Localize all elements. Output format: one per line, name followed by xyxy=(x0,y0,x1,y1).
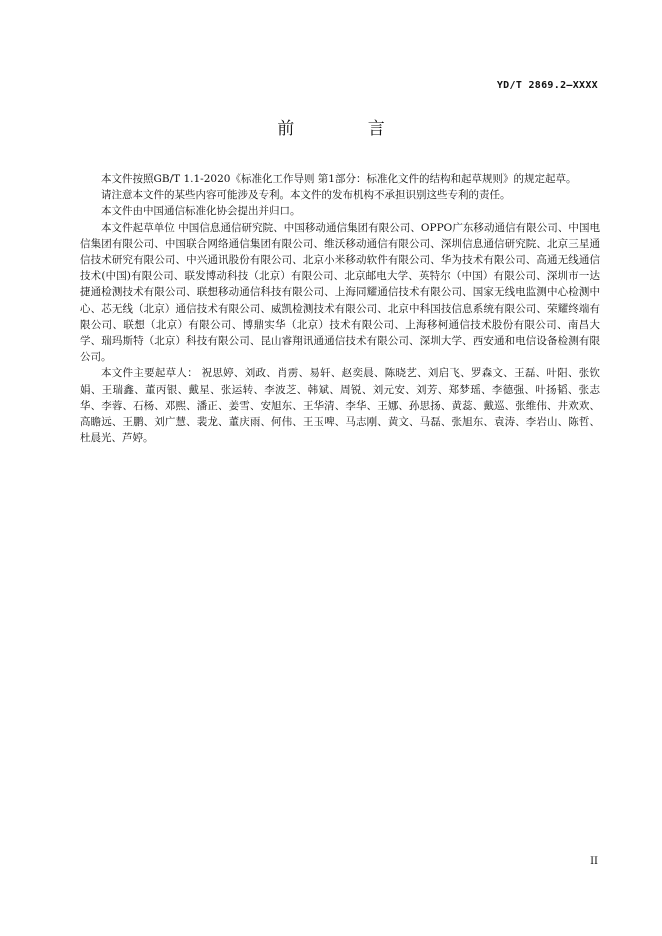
document-body xyxy=(80,171,600,446)
standard-number: YD/T 2869.2—XXXX xyxy=(496,80,598,91)
paragraph-patent-notice: 请注意本文件的某些内容可能涉及专利。本文件的发布机构不承担识别这些专利的责任。 xyxy=(101,189,511,202)
paragraph-proposer: 本文件由中国通信标准化协会提出并归口。 xyxy=(101,205,301,218)
page-number: II xyxy=(590,856,598,867)
paragraph-drafting-rules: 本文件按照GB/T 1.1-2020《标准化工作导则 第1部分：标准化文件的结构和起草规则》的规定起草。 xyxy=(101,173,577,185)
page-title: 前 言 xyxy=(277,119,419,139)
paragraph-drafters: 本文件主要起草人： 祝思婷、刘政、肖雳、易轩、赵奕晨、陈晓艺、刘启飞、罗森文、王磊、叶阳、张钦娟、王瑞鑫、董丙银、戴星、张运转、李波芝、韩斌、周锐、刘元安、刘芳、郑梦瑶、李德强、叶扬韬、张志华、李蓉、石杨、邓熙、潘正、姜雪、安旭东、王华清、李华、王娜、孙思扬、黄蕊、戴巡、张维伟、井欢欢、高瞻远、王鹏、刘广慧、裴龙、董庆雨、何伟、王玉啤、马志刚、黄文、马磊、张旭东、袁涛、李岩山、陈哲、杜晨光、芦婷。 xyxy=(80,367,600,445)
paragraph-drafting-organizations: 本文件起草单位 中国信息通信研究院、中国移动通信集团有限公司、OPPO广东移动通信有限公司、中国电信集团有限公司、中国联合网络通信集团有限公司、维沃移动通信有限公司、深圳信息通信研究院、北京三星通信技术研究有限公司、中兴通讯股份有限公司、北京小米移动软件有限公司、华为技术有限公司、高通无线通信技术(中国)有限公司、联发博动科技（北京）有限公司、北京邮电大学、英特尔（中国）有限公司、深圳市一达捷通检测技术有限公司、联想移动通信科技有限公司、上海同耀通信技术有限公司、国家无线电监测中心检测中心、芯无线（北京）通信技术有限公司、威凯检测技术有限公司、北京中科国技信息系统有限公司、荣耀终端有限公司、联想（北京）有限公司、博鼎实华（北京）技术有限公司、上海移柯通信技术股份有限公司、南昌大学、瑞玛斯特（北京）科技有限公司、昆山睿翔讯通通信技术有限公司、深圳大学、西安通和电信设备检测有限公司。 xyxy=(80,221,600,364)
